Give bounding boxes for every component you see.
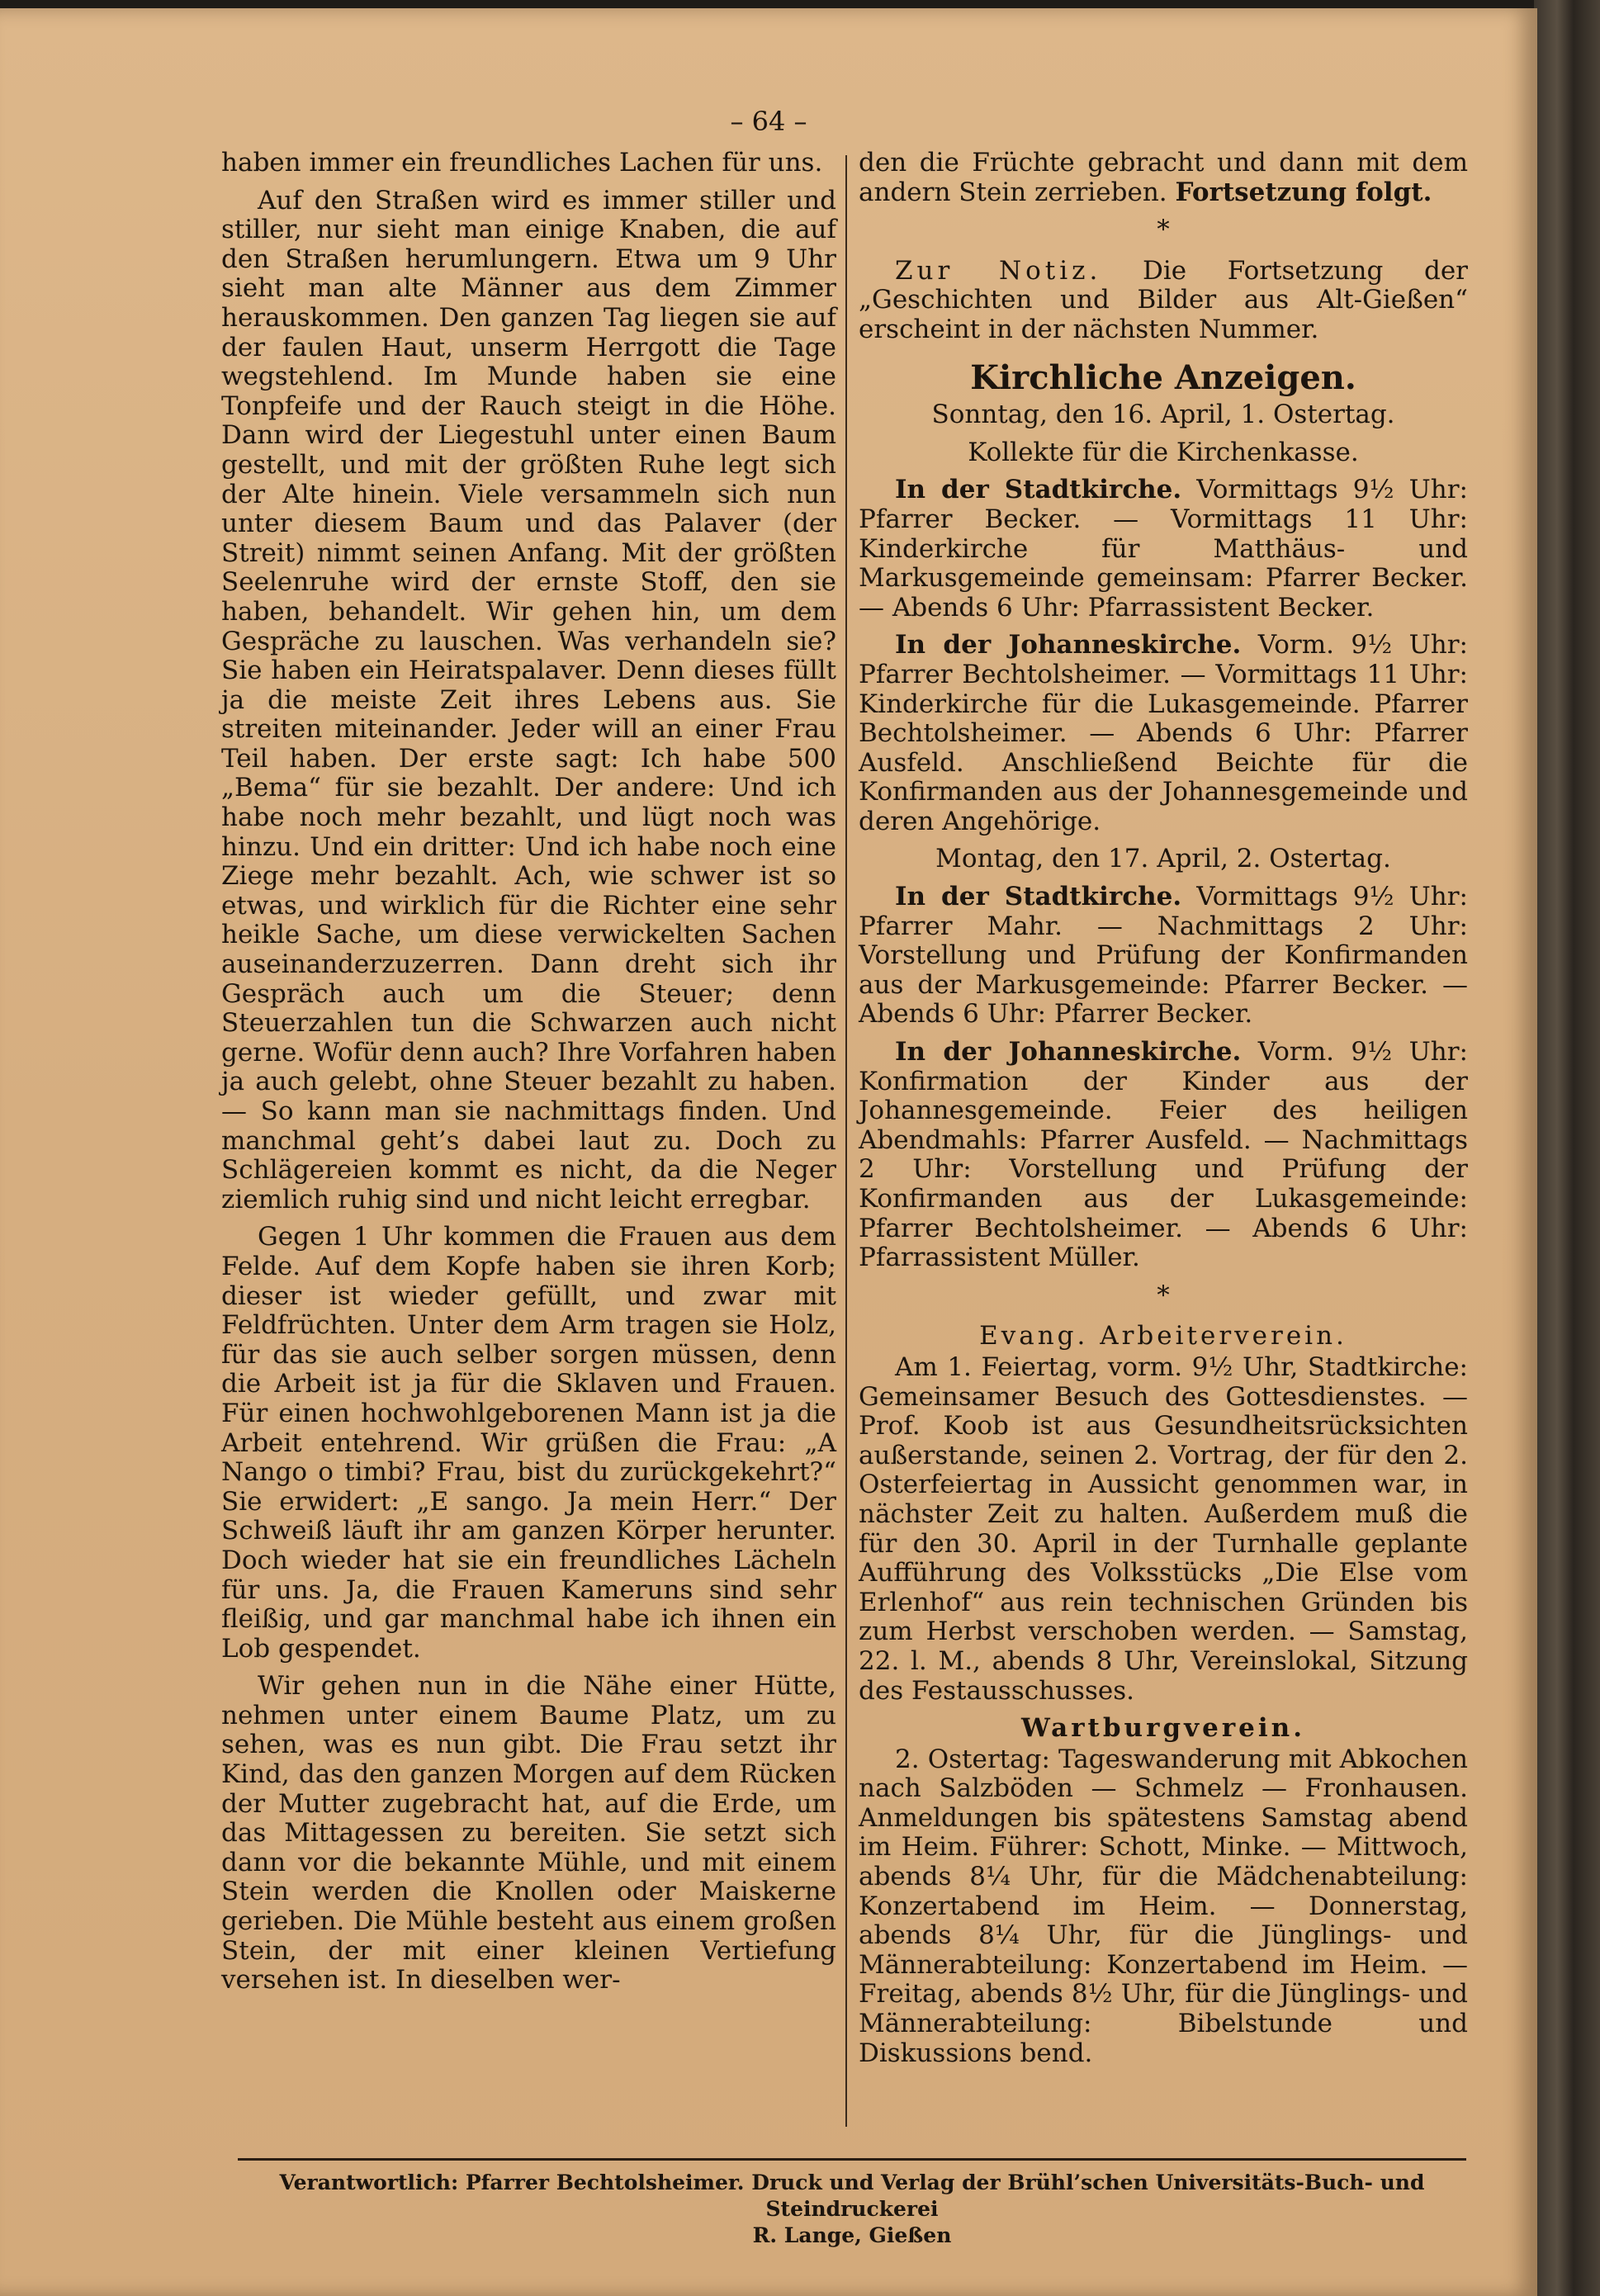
section-heading-church: Kirchliche Anzeigen. <box>970 357 1356 397</box>
continuation-text: den die Früchte gebracht und dann mit dem andern Stein zerrieben. <box>859 148 1468 207</box>
left-paragraph-4: Wir gehen nun in die Nähe einer Hütte, nehmen unter einem Baume Platz, um zu sehen, was es nun gibt. Die Frau setzt ihr Kind, das den ganzen Morgen auf dem Rücken der Mutter zugebracht hat, auf die Erde, um das Mittagessen zu bereiten. Sie setzt sich dann vor die bekannte Mühle, und mit einem Stein werden die Knollen oder Maiskerne gerieben. Die Mühle besteht aus einem großen Stein, der mit einer kleinen Vertiefung versehen ist. In dieselben wer- <box>221 1671 836 1995</box>
sunday-collection: Kollekte für die Kirchenkasse. <box>968 437 1359 467</box>
column-divider <box>845 155 847 2127</box>
right-column <box>859 149 1468 2076</box>
to-be-continued: Fortsetzung folgt. <box>1175 177 1432 207</box>
notice-label: Zur Notiz. <box>895 255 1102 286</box>
imprint-line-2: R. Lange, Gießen <box>752 2223 952 2247</box>
left-paragraph-3: Gegen 1 Uhr kommen die Frauen aus dem Felde. Auf dem Kopfe haben sie ihren Korb; dieser ist wieder gefüllt, und zwar mit Feldfrüchten. Unter dem Arm tragen sie Holz, für das sie auch selber sorgen müssen, denn die Arbeit ist ja für die Sklaven und Frauen. Für einen hochwohlgeborenen Mann ist ja die Arbeit entehrend. Wir grüßen die Frau: „A Nango o timbi? Frau, bist du zurückgekehrt?“ Sie erwidert: „E sango. Ja mein Herr.“ Der Schweiß läuft ihr am ganzen Körper herunter. Doch wieder hat sie ein freundliches Lächeln für uns. Ja, die Frauen Kameruns sind sehr fleißig, und gar manchmal habe ich ihnen ein Lob gespendet. <box>221 1222 836 1664</box>
notice-paragraph <box>859 257 1468 345</box>
imprint-line-1: Verantwortlich: Pfarrer Bechtolsheimer. Druck und Verlag der Brühl’schen Universitäts-Buch- und Steindruckerei <box>279 2171 1425 2221</box>
sunday-date: Sonntag, den 16. April, 1. Ostertag. <box>931 400 1395 430</box>
monday-johanneskirche-label: In der Johanneskirche. <box>895 1037 1242 1068</box>
wartburgverein-title: Wartburgverein. <box>1021 1713 1305 1744</box>
sunday-johanneskirche-label: In der Johanneskirche. <box>895 630 1242 660</box>
left-paragraph-2: Auf den Straßen wird es immer stiller und stiller, nur sieht man einige Knaben, die auf den Straßen herumlungern. Etwa um 9 Uhr sieht man alte Männer aus dem Zimmer herauskommen. Den ganzen Tag liegen sie auf der faulen Haut, unserm Herrgott die Tage wegstehlend. Im Munde haben sie eine Tonpfeife und der Rauch steigt in die Höhe. Dann wird der Liegestuhl unter einen Baum gestellt, und mit der größten Ruhe legt sich der Alte hinein. Viele versammeln sich nun unter diesem Baum und das Palaver (der Streit) nimmt seinen Anfang. Mit der größten Seelenruhe wird der ernste Stoff, den sie haben, behandelt. Wir gehen hin, um dem Gespräche zu lauschen. Was verhandeln sie? Sie haben ein Heiratspalaver. Denn dieses füllt ja die meiste Zeit ihres Lebens aus. Sie streiten miteinander. Jeder will an einer Frau Teil haben. Der erste sagt: Ich habe 500 „Bema“ für sie bezahlt. Der andere: Und ich habe noch mehr bezahlt, und lügt noch was hinzu. Und ein dritter: Und ich habe noch eine Ziege mehr bezahlt. Ach, wie schwer ist so etwas, und wirklich für die Richter eine sehr heikle Sache, um diese verwickelten Sachen auseinanderzuzerren. Dann dreht sich ihr Gespräch auch um die Steuer; denn Steuerzahlen tun die Schwarzen auch nicht gerne. Wofür denn auch? Ihre Vorfahren haben ja auch gelebt, ohne Steuer bezahlt zu haben. — So kann man sie nachmittags finden. Und manchmal geht’s dabei laut zu. Doch zu Schlägereien kommt es nicht, da die Neger ziemlich ruhig sind und nicht leicht erregbar. <box>221 185 836 1214</box>
sunday-stadtkirche-label: In der Stadtkirche. <box>895 475 1182 505</box>
monday-stadtkirche-label: In der Stadtkirche. <box>895 882 1182 912</box>
left-column <box>221 149 836 2004</box>
separator-star-2: * <box>1157 1280 1170 1310</box>
page-number: – 64 – <box>730 106 807 137</box>
newspaper-page <box>0 8 1537 2296</box>
left-paragraph-1: haben immer ein freundliches Lachen für uns. <box>221 148 823 178</box>
book-spine-edge <box>1534 0 1600 2296</box>
story-continuation <box>859 149 1468 207</box>
arbeiterverein-text: Am 1. Feiertag, vorm. 9½ Uhr, Stadtkirche: Gemeinsamer Besuch des Gottesdienstes. — Prof. Koob ist aus Gesundheitsrücksichten außerstande, seinen 2. Vortrag, der für den 2. Osterfeiertag in Aussicht genommen war, in nächster Zeit zu halten. Außerdem muß die für den 30. April in der Turnhalle geplante Aufführung des Volksstücks „Die Else vom Erlenhof“ aus rein technischen Gründen bis zum Herbst verschoben werden. — Samstag, 22. l. M., abends 8 Uhr, Vereinslokal, Sitzung des Festausschusses. <box>859 1352 1468 1706</box>
monday-johanneskirche <box>859 1038 1468 1273</box>
monday-stadtkirche-text: Vormittags 9½ Uhr: Pfarrer Mahr. — Nachmittags 2 Uhr: Vorstellung und Prüfung der Konfirmanden aus der Markusgemeinde: Pfarrer Becker. — Abends 6 Uhr: Pfarrer Becker. <box>859 882 1468 1030</box>
sunday-johanneskirche-text: Vorm. 9½ Uhr: Pfarrer Bechtolsheimer. — Vormittags 11 Uhr: Kinderkirche für die Lukasgemeinde. Pfarrer Bechtolsheimer. — Abends 6 Uhr: Pfarrer Ausfeld. Anschließend Beichte für die Konfirmanden aus der Johannesgemeinde und deren Angehörige. <box>859 630 1468 836</box>
sunday-johanneskirche <box>859 631 1468 836</box>
sunday-stadtkirche-text: Vormittags 9½ Uhr: Pfarrer Becker. — Vormittags 11 Uhr: Kinderkirche für Matthäus- und Markusgemeinde gemeinsam: Pfarrer Becker. — Abends 6 Uhr: Pfarrassistent Becker. <box>859 475 1468 623</box>
wartburgverein-text: 2. Ostertag: Tageswanderung mit Abkochen nach Salzböden — Schmelz — Fronhausen. Anmeldungen bis spätestens Samstag abend im Heim. Führer: Schott, Minke. — Mittwoch, abends 8¼ Uhr, für die Mädchenabteilung: Konzertabend im Heim. — Donnerstag, abends 8¼ Uhr, für die Jünglings- und Männerabteilung: Konzertabend im Heim. — Freitag, abends 8½ Uhr, für die Jünglings- und Männerabteilung: Bibelstunde und Diskussions bend. <box>859 1744 1468 2068</box>
separator-star-1: * <box>1157 215 1170 245</box>
sunday-stadtkirche <box>859 476 1468 623</box>
monday-date: Montag, den 17. April, 2. Ostertag. <box>935 844 1391 874</box>
imprint-footer <box>238 2170 1466 2249</box>
footer-rule <box>238 2158 1466 2161</box>
arbeiterverein-title: Evang. Arbeiterverein. <box>979 1321 1347 1352</box>
monday-stadtkirche <box>859 883 1468 1030</box>
monday-johanneskirche-text: Vorm. 9½ Uhr: Konfirmation der Kinder aus der Johannesgemeinde. Feier des heiligen Abendmahls: Pfarrer Ausfeld. — Nachmittags 2 Uhr: Vorstellung und Prüfung der Konfirmanden aus der Lukasgemeinde: Pfarrer Bechtolsheimer. — Abends 6 Uhr: Pfarrassistent Müller. <box>859 1037 1468 1273</box>
notice-text: Die Fortsetzung der „Geschichten und Bilder aus Alt-Gießen“ erscheint in der nächsten Nummer. <box>859 255 1468 344</box>
